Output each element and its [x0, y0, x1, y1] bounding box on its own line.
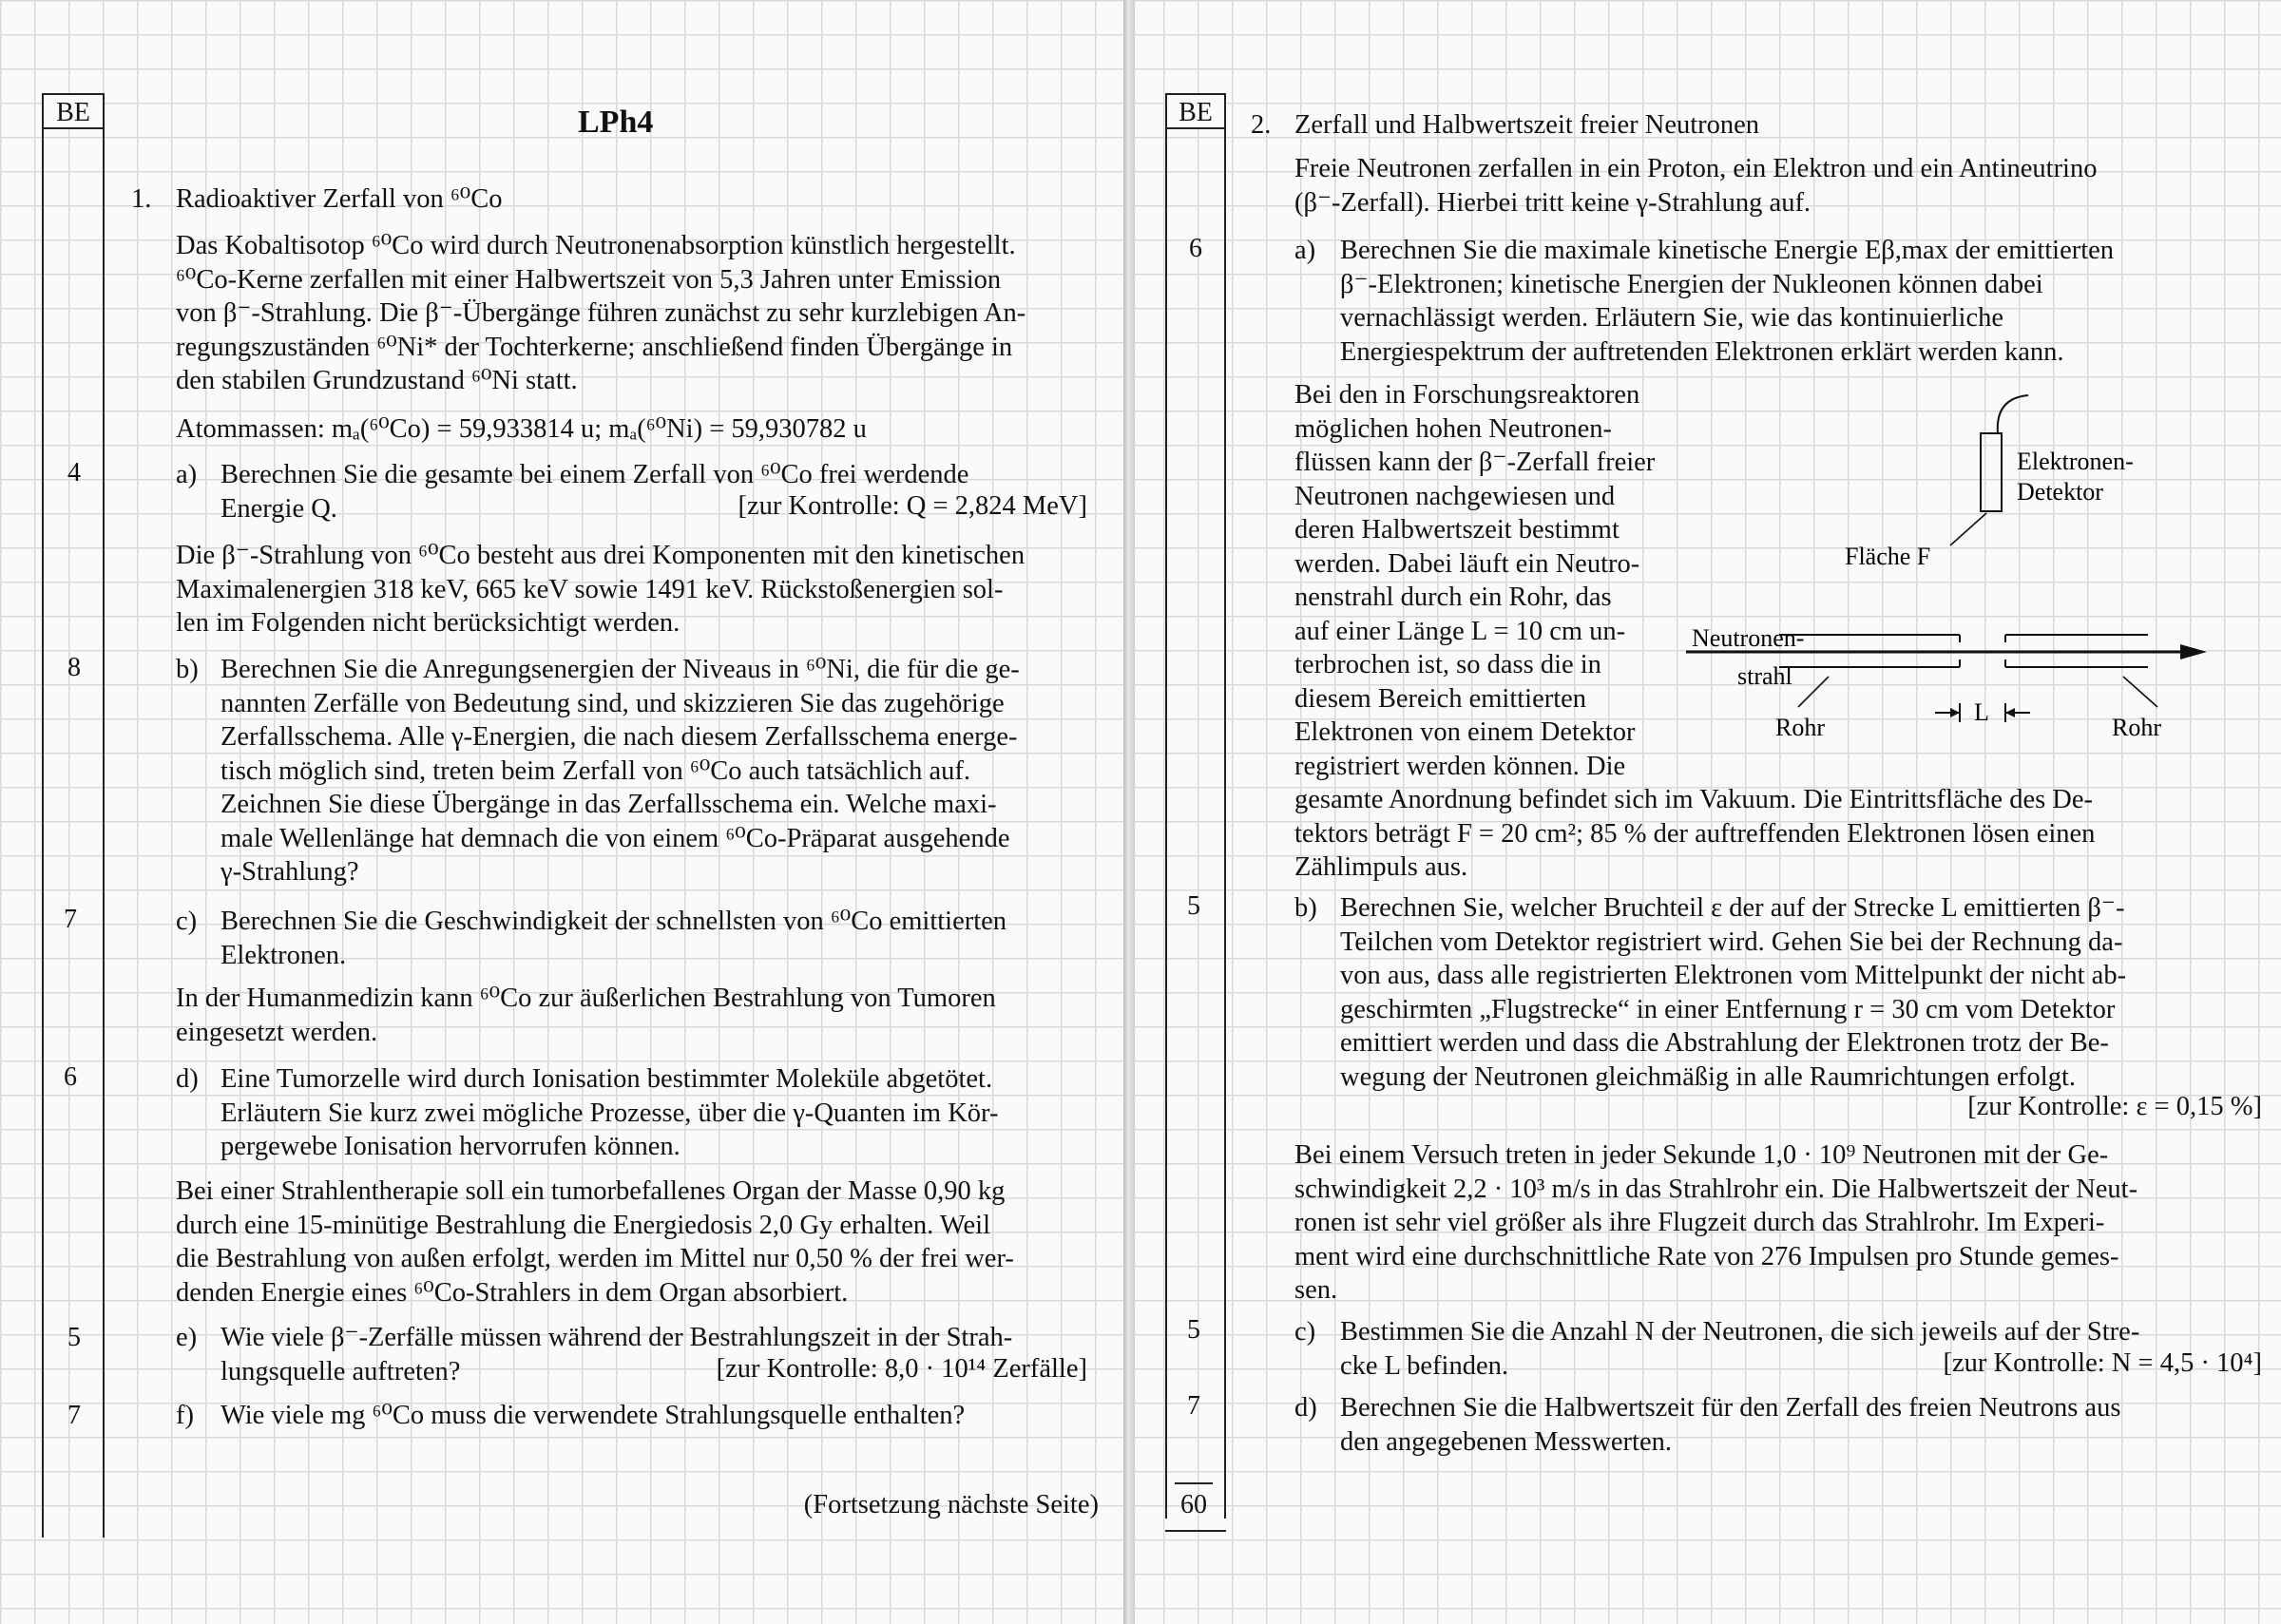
be-1e: 5 — [67, 1323, 81, 1352]
beam-label-2: strahl — [1737, 662, 1792, 690]
be-1a: 4 — [67, 458, 81, 487]
task-1d-text: Eine Tumorzelle wird durch Ionisation bestimmter Moleküle abgetötet. Erläutern Sie kurz zwei mögliche Prozesse, über die γ-Quanten im Kör- pergewebe Ionisation hervorrufen können. — [220, 1064, 999, 1161]
area-pointer — [1950, 513, 1986, 545]
task-1e-label: e) — [176, 1323, 198, 1352]
task-1a-text: Berechnen Sie die gesamte bei einem Zerfall von ⁶⁰Co frei werdende Energie Q. — [220, 460, 969, 524]
experiment-paragraph: Bei einem Versuch treten in jeder Sekunde 1,0 · 10⁹ Neutronen mit der Ge- schwindigkeit 2,2 · 10³ m/s in das Strahlrohr ein. Die Halbwertszeit der Neut- ronen ist sehr viel größer als ihre Flugzeit durch das Strahlrohr. Im Experi- ment wird eine durchschnittliche Rate von 276 Impulsen pro Stunde gemes- sen. — [1294, 1140, 2138, 1305]
be-2a: 6 — [1189, 234, 1202, 263]
right-page — [1135, 0, 2281, 1624]
task-1b-label: b) — [176, 655, 199, 684]
task-1c-label: c) — [176, 907, 198, 936]
task-1a-check: [zur Kontrolle: Q = 2,824 MeV] — [738, 491, 1087, 521]
task-2b-check: [zur Kontrolle: ε = 0,15 %] — [1967, 1092, 2262, 1121]
task-1e-check: [zur Kontrolle: 8,0 · 10¹⁴ Zerfälle] — [716, 1354, 1087, 1384]
task2-intro: Freie Neutronen zerfallen in ein Proton, ein Elektron und ein Antineutrino (β⁻-Zerfall). Hierbei tritt keine γ-Strahlung auf. — [1294, 154, 2098, 218]
be-2c: 5 — [1187, 1315, 1200, 1345]
book-gutter — [1123, 0, 1135, 1624]
beta-paragraph: Die β⁻-Strahlung von ⁶⁰Co besteht aus drei Komponenten mit den kinetischen Maximalenergien 318 keV, 665 keV sowie 1491 keV. Rückstoßenergien sol- len im Folgenden nicht berücksichtigt werden. — [176, 541, 1025, 638]
task2-heading: Zerfall und Halbwertszeit freier Neutronen — [1294, 110, 1760, 140]
task-1c-text: Berechnen Sie die Geschwindigkeit der schnellsten von ⁶⁰Co emittierten Elektronen. — [220, 907, 1007, 970]
task-1a-label: a) — [176, 460, 198, 489]
human-medicine-paragraph: In der Humanmedizin kann ⁶⁰Co zur äußerlichen Bestrahlung von Tumoren eingesetzt werden. — [176, 984, 996, 1047]
task-2b-text: Berechnen Sie, welcher Bruchteil ε der auf der Strecke L emittierten β⁻- Teilchen vom Detektor registriert wird. Gehen Sie bei der Rechnung da- von aus, dass alle registrierten Elektronen vom Mittelpunkt der nicht ab- geschirmten „Flugstrecke“ in einer Entfernung r = 30 cm vom Detektor emittiert werden und dass die Abstrahlung der Elektronen trotz der Be- wegung der Neutronen gleichmäßig in alle Raumrichtungen erfolgt. — [1340, 893, 2127, 1092]
electron-detector — [1981, 433, 2002, 511]
continuation-note: (Fortsetzung nächste Seite) — [803, 1490, 1099, 1519]
pipe-right-pointer — [2123, 677, 2157, 707]
be-1c: 7 — [64, 905, 77, 934]
atomic-masses: Atommassen: mₐ(⁶⁰Co) = 59,933814 u; mₐ(⁶⁰Ni) = 59,930782 u — [176, 414, 867, 444]
be-1d: 6 — [64, 1062, 77, 1092]
neutron-beam-diagram — [1686, 380, 2218, 760]
be-column-left — [42, 93, 105, 1538]
task-1f-label: f) — [176, 1401, 194, 1430]
beam-arrowhead — [2180, 644, 2207, 659]
be-1f: 7 — [67, 1401, 81, 1430]
left-page — [0, 0, 1121, 1624]
setup-paragraph-full: gesamte Anordnung befindet sich im Vakuum. Die Eintrittsfläche des De- tektors beträgt F = 20 cm²; 85 % der auftreffenden Elektronen lösen einen Zählimpuls aus. — [1294, 785, 2096, 882]
gap-dim-right-head — [2005, 708, 2015, 717]
task-2c-text: Bestimmen Sie die Anzahl N der Neutronen, die sich jeweils auf der Stre- cke L befinden. — [1340, 1317, 2140, 1381]
setup-paragraph-narrow: Bei den in Forschungsreaktoren möglichen hohen Neutronen- flüssen kann der β⁻-Zerfall freier Neutronen nachgewiesen und deren Halbwertszeit bestimmt werden. Dabei läuft ein Neutro- nenstrahl durch ein Rohr, das auf einer Länge L = 10 cm un- terbrochen ist, so dass die in diesem Bereich emittierten Elektronen von einem Detektor registriert werden können. Die — [1294, 380, 1656, 781]
task2-number: 2. — [1251, 110, 1272, 140]
total-box-bottom — [1165, 1530, 1226, 1532]
pipe-left-label: Rohr — [1775, 714, 1825, 741]
task-2d-label: d) — [1294, 1393, 1317, 1423]
be-column-right — [1165, 93, 1226, 1519]
task1-heading: Radioaktiver Zerfall von ⁶⁰Co — [176, 184, 503, 214]
total-rule — [1175, 1482, 1213, 1484]
task-2c-label: c) — [1294, 1317, 1316, 1347]
be-1b: 8 — [67, 653, 81, 682]
beam-label-1: Neutronen- — [1692, 624, 1805, 652]
task1-number: 1. — [131, 184, 152, 214]
task-2a-label: a) — [1294, 236, 1316, 265]
be-2d: 7 — [1187, 1391, 1200, 1421]
task-2c-check: [zur Kontrolle: N = 4,5 · 10⁴] — [1943, 1348, 2262, 1378]
task-2a-text: Berechnen Sie die maximale kinetische Energie Eβ,max der emittierten β⁻-Elektronen; kinetische Energien der Nukleonen können dabei vernachlässigt werden. Erläutern Sie, wie das kontinuierliche Energiespektrum der auftretenden Elektronen erklärt werden kann. — [1340, 236, 2115, 367]
be-header-left: BE — [42, 93, 105, 129]
therapy-paragraph: Bei einer Strahlentherapie soll ein tumorbefallenes Organ der Masse 0,90 kg durch eine 15-minütige Bestrahlung die Energiedosis 2,0 Gy erhalten. Weil die Bestrahlung von außen erfolgt, werden im Mittel nur 0,50 % der frei wer- denden Energie eines ⁶⁰Co-Strahlers in dem Organ absorbiert. — [176, 1176, 1014, 1308]
area-label: Fläche F — [1845, 543, 1931, 570]
task-1d-label: d) — [176, 1064, 199, 1094]
task-1e-text: Wie viele β⁻-Zerfälle müssen während der Bestrahlungszeit in der Strah- lungsquelle auftreten? — [220, 1323, 1013, 1386]
detector-cable — [1998, 395, 2028, 433]
be-2b: 5 — [1187, 891, 1200, 921]
detector-label-1: Elektronen- — [2017, 448, 2134, 475]
total-points: 60 — [1180, 1490, 1207, 1519]
gap-dim-left-head — [1950, 708, 1960, 717]
detector-label-2: Detektor — [2017, 478, 2103, 506]
pipe-right-label: Rohr — [2112, 714, 2161, 741]
task1-intro: Das Kobaltisotop ⁶⁰Co wird durch Neutronenabsorption künstlich hergestellt. ⁶⁰Co-Kerne zerfallen mit einer Halbwertszeit von 5,3 Jahren unter Emission von β⁻-Strahlung. Die β⁻-Übergänge führen zunächst zu sehr kurzlebigen An- regungszuständen ⁶⁰Ni* der Tochterkerne; anschließend finden Übergänge in den stabilen Grundzustand ⁶⁰Ni statt. — [176, 231, 1026, 395]
gap-label: L — [1974, 698, 1989, 726]
page-title: LPh4 — [578, 105, 654, 140]
be-header-right: BE — [1165, 93, 1226, 129]
task-1b-text: Berechnen Sie die Anregungsenergien der Niveaus in ⁶⁰Ni, die für die ge- nannten Zerfälle von Bedeutung sind, und skizzieren Sie das zugehörige Zerfallsschema. Alle γ-Energien, die nach diesem Zerfallsschema energe- tisch möglich sind, treten beim Zerfall von ⁶⁰Co auch tatsächlich auf. Zeichnen Sie diese Übergänge in das Zerfallsschema ein. Welche maxi- male Wellenlänge hat demnach die von einem ⁶⁰Co-Präparat ausgehende γ-Strahlung? — [220, 655, 1020, 887]
task-1f-text: Wie viele mg ⁶⁰Co muss die verwendete Strahlungsquelle enthalten? — [220, 1401, 966, 1430]
task-2d-text: Berechnen Sie die Halbwertszeit für den Zerfall des freien Neutrons aus den angegebenen Messwerten. — [1340, 1393, 2121, 1457]
task-2b-label: b) — [1294, 893, 1317, 923]
pipe-left-pointer — [1798, 677, 1829, 707]
